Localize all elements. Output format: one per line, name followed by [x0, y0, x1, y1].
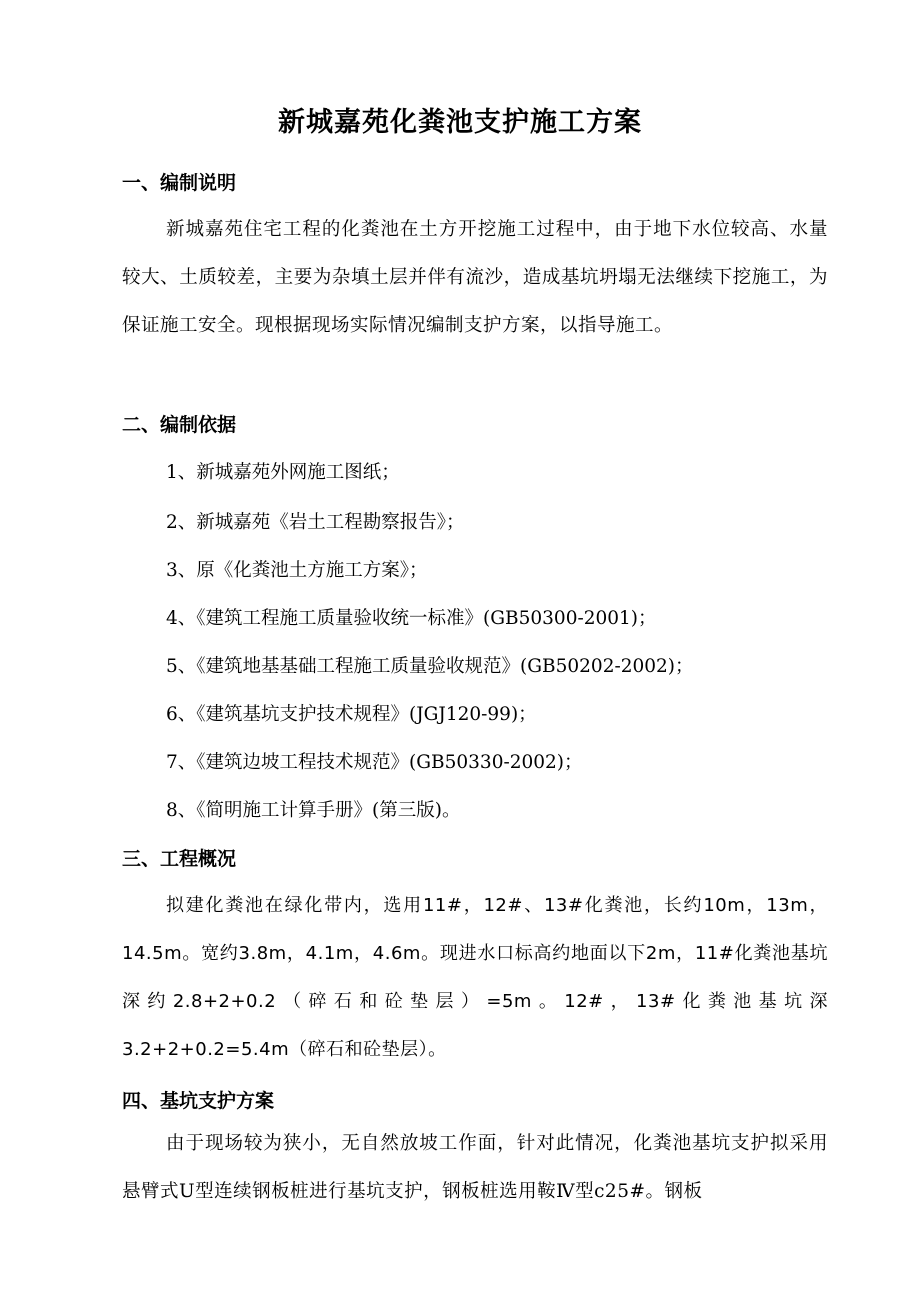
- reference-item: 6、《建筑基坑支护技术规程》(JGJ120-99)；: [166, 704, 537, 725]
- reference-item: 1、新城嘉苑外网施工图纸；: [166, 462, 400, 483]
- section-paragraph-3: 拟建化粪池在绿化带内，选用11#，12#、13#化粪池，长约10m，13m，14.5m。宽约3.8m，4.1m，4.6m。现进水口标高约地面以下2m，11#化粪池基坑深约2.8+2+0.2（碎石和砼垫层）=5m。12#，13#化粪池基坑深3.2+2+0.2=5.4m（碎石和砼垫层）。: [122, 895, 828, 1060]
- reference-item: 7、《建筑边坡工程技术规范》(GB50330-2002)；: [166, 752, 583, 773]
- reference-item: 4、《建筑工程施工质量验收统一标准》(GB50300-2001)；: [166, 608, 657, 629]
- section-heading-1: 一、编制说明: [122, 172, 237, 194]
- section-paragraph-4: 由于现场较为狭小，无自然放坡工作面，针对此情况，化粪池基坑支护拟采用悬臂式U型连续钢板桩进行基坑支护，钢板桩选用鞍Ⅳ型c25#。钢板: [122, 1133, 828, 1202]
- reference-item: 2、新城嘉苑《岩土工程勘察报告》；: [166, 512, 465, 533]
- document-title: 新城嘉苑化粪池支护施工方案: [278, 107, 642, 138]
- section-heading-2: 二、编制依据: [122, 414, 237, 436]
- reference-item: 3、原《化粪池土方施工方案》；: [166, 560, 428, 581]
- section-heading-4: 四、基坑支护方案: [122, 1090, 275, 1112]
- reference-item: 8、《简明施工计算手册》(第三版)。: [166, 800, 461, 821]
- section-heading-3: 三、工程概况: [122, 848, 237, 870]
- reference-item: 5、《建筑地基基础工程施工质量验收规范》(GB50202-2002)；: [166, 656, 694, 677]
- section-paragraph-1: 新城嘉苑住宅工程的化粪池在土方开挖施工过程中，由于地下水位较高、水量较大、土质较差，主要为杂填土层并伴有流沙，造成基坑坍塌无法继续下挖施工，为保证施工安全。现根据现场实际情况编制支护方案，以指导施工。: [122, 219, 828, 336]
